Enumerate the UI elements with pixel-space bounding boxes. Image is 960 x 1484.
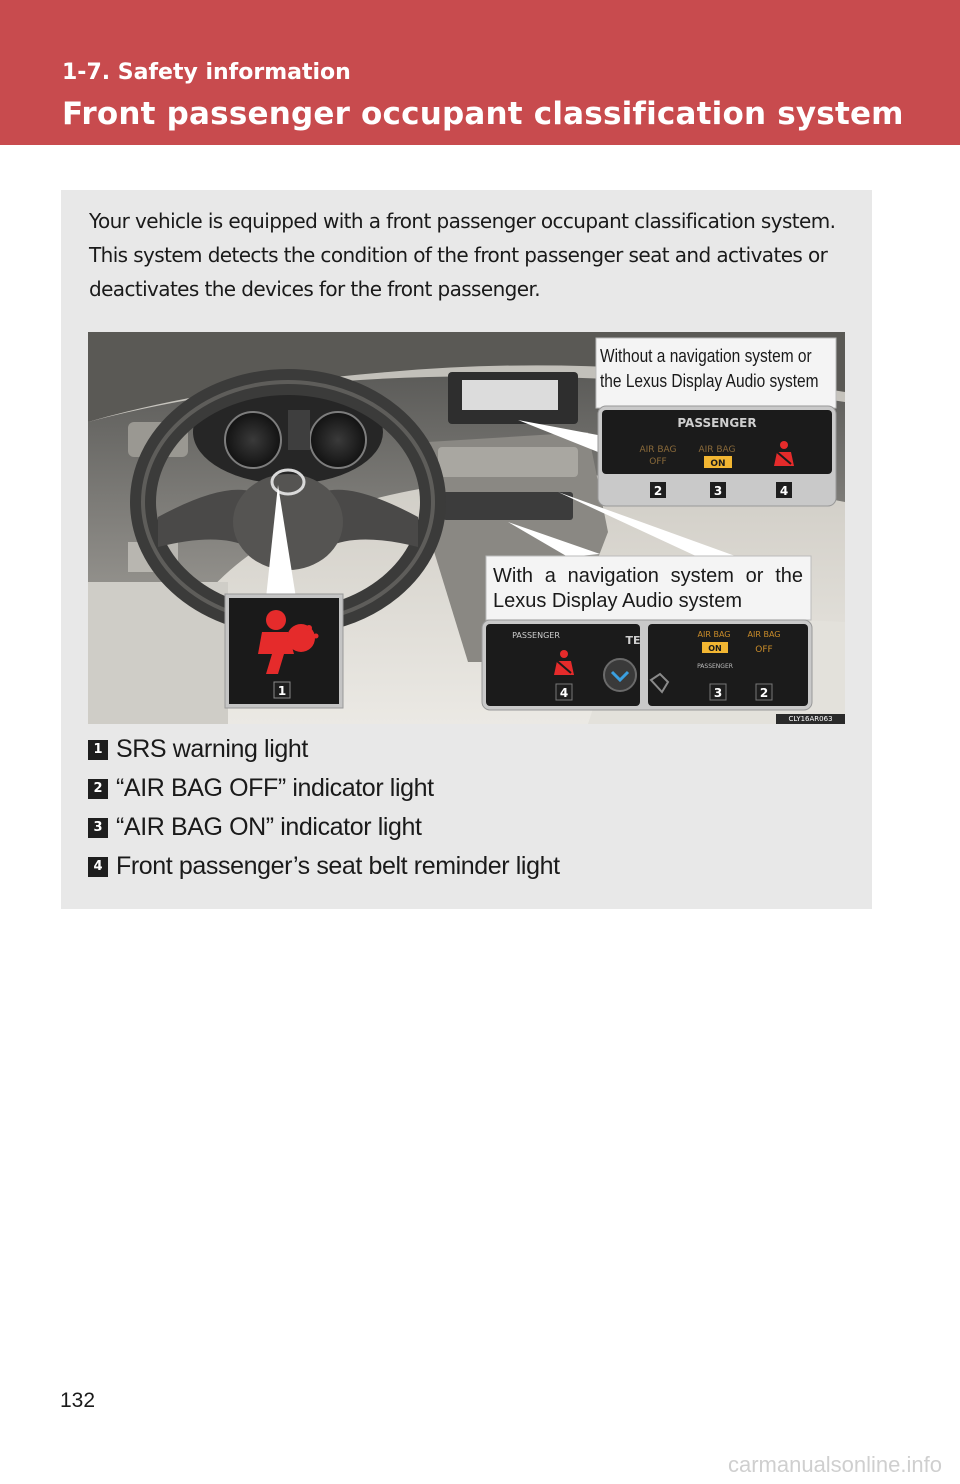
watermark: carmanualsonline.info [727,1452,942,1477]
lower-airbag-on-top: AIR BAG [697,630,731,639]
srs-callout-1 [274,682,290,698]
lower-airbag-off-top: AIR BAG [747,630,781,639]
upper-airbag-on-top: AIR BAG [698,445,736,455]
lower-panel-title: PASSENGER [512,631,560,640]
svg-text:3: 3 [713,686,723,700]
tachometer [225,412,281,468]
page-number: 132 [60,1389,96,1412]
audio-unit [438,447,578,477]
intro-paragraph: Your vehicle is equipped with a front passenger occupant classification system. This system detects the condition of the front passenger seat and activates or deactivates the devices for the front passenger. [89,209,836,301]
legend-number: 4 [88,857,108,877]
lower-airbag-off-bottom: OFF [755,645,773,655]
speedometer [310,412,366,468]
legend-text: “AIR BAG OFF” indicator light [116,774,434,802]
upper-callout-2 [650,482,666,498]
lower-callout-2 [756,684,772,700]
section-label: 1-7. Safety information [62,60,351,85]
legend-text: “AIR BAG ON” indicator light [116,813,422,841]
legend-item [88,808,788,847]
lower-callout-4 [556,684,572,700]
lower-panel-knob [604,659,636,691]
center-meter [288,410,310,450]
caption-without-navigation: Without a navigation system or the Lexus Display Audio system [600,346,819,391]
legend-text: SRS warning light [116,735,308,763]
svg-text:2: 2 [653,484,663,498]
lower-passenger-sublabel: PASSENGER [697,663,733,670]
indicator-legend [88,730,788,886]
lower-airbag-on-bottom: ON [708,644,722,653]
center-display [462,380,558,410]
lower-callout-3 [710,684,726,700]
upper-airbag-on-bottom: ON [710,459,726,469]
lower-panel-partial-text: TE [625,634,641,647]
figure-code: CLY16AR063 [776,714,845,724]
page-title: Front passenger occupant classification system [62,96,904,132]
svg-text:2: 2 [759,686,769,700]
svg-text:4: 4 [559,686,569,700]
legend-number: 3 [88,818,108,838]
caption-with-navigation: With a navigation system or the Lexus Display Audio system [493,565,803,612]
legend-number: 1 [88,740,108,760]
upper-airbag-off-top: AIR BAG [639,445,677,455]
page-header [0,0,960,145]
svg-text:4: 4 [779,484,789,498]
upper-callout-4 [776,482,792,498]
legend-text: Front passenger’s seat belt reminder light [116,852,560,880]
climate-panel [443,492,573,520]
content-panel [61,190,872,909]
legend-item [88,769,788,808]
legend-item [88,730,788,769]
upper-airbag-off-bottom: OFF [649,457,667,467]
dashboard-illustration [88,332,845,724]
legend-number: 2 [88,779,108,799]
upper-panel-title: PASSENGER [677,416,757,430]
upper-callout-3 [710,482,726,498]
legend-item [88,847,788,886]
svg-text:1: 1 [277,684,287,698]
svg-text:3: 3 [713,484,723,498]
